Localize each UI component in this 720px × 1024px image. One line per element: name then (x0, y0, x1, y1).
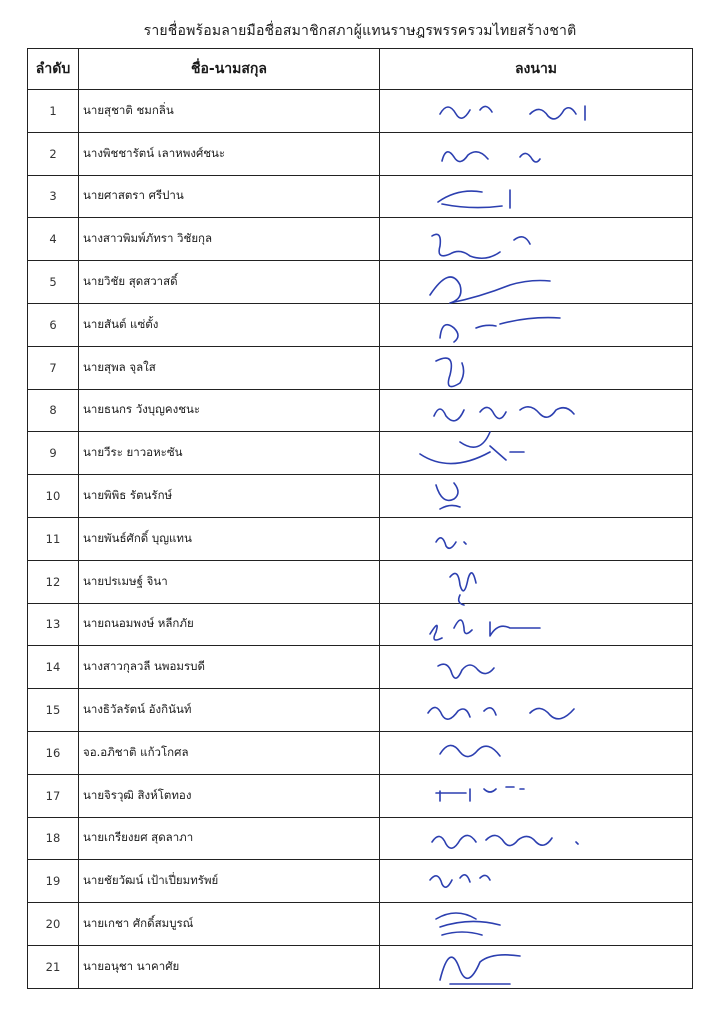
signature-stroke (436, 913, 500, 935)
member-name: นางพิชชารัตน์ เลาหพงศ์ชนะ (79, 132, 380, 175)
member-name: นายสุชาติ ชมกลิ่น (79, 90, 380, 133)
row-number: 16 (28, 731, 79, 774)
row-number: 13 (28, 603, 79, 646)
signature-stroke (440, 318, 560, 342)
row-number: 20 (28, 903, 79, 946)
member-name: นายสันต์ แซ่ตั้ง (79, 303, 380, 346)
page-title: รายชื่อพร้อมลายมือชื่อสมาชิกสภาผู้แทนราษฎรพรรครวมไทยสร้างชาติ (143, 23, 577, 39)
header-no: ลำดับ (28, 49, 79, 90)
signature-stroke (438, 665, 494, 679)
signature-stroke (436, 358, 464, 387)
signature-stroke (442, 152, 540, 162)
signature-cell (380, 945, 693, 988)
signature-stroke (440, 955, 520, 984)
member-name: นายจิรวุฒิ สิงห์โตทอง (79, 774, 380, 817)
signature-stroke (438, 190, 510, 208)
row-number: 10 (28, 475, 79, 518)
member-name: นายถนอมพงษ์ หลีกภัย (79, 603, 380, 646)
member-name: นายสุพล จุลใส (79, 346, 380, 389)
header-name: ชื่อ-นามสกุล (79, 49, 380, 90)
row-number: 4 (28, 218, 79, 261)
row-number: 9 (28, 432, 79, 475)
member-name: นายพันธ์ศักดิ์ บุญแทน (79, 517, 380, 560)
member-name: นางสาวพิมพ์ภัทรา วิชัยกุล (79, 218, 380, 261)
member-name: นายศาสตรา ศรีปาน (79, 175, 380, 218)
header-signature: ลงนาม (380, 49, 693, 90)
signature-stroke (420, 432, 524, 464)
row-number: 2 (28, 132, 79, 175)
row-number: 7 (28, 346, 79, 389)
member-name: นางธิวัลรัตน์ อังกินันท์ (79, 689, 380, 732)
row-number: 21 (28, 945, 79, 988)
signature-stroke (440, 745, 500, 756)
member-name: นายเกรียงยศ สุดลาภา (79, 817, 380, 860)
member-name: นายปรเมษฐ์ จินา (79, 560, 380, 603)
row-number: 1 (28, 90, 79, 133)
signature-stroke (436, 787, 524, 801)
signature-stroke (434, 406, 574, 420)
row-number: 6 (28, 303, 79, 346)
member-name: นางสาวกุลวลี นพอมรบดี (79, 646, 380, 689)
handwritten-signature (380, 940, 693, 996)
member-name: นายธนกร วังบุญคงชนะ (79, 389, 380, 432)
row-number: 15 (28, 689, 79, 732)
member-name: นายพิพิธ รัตนรักษ์ (79, 475, 380, 518)
signature-table (27, 48, 693, 989)
member-name: นายวิชัย สุดสวาสดิ์ (79, 261, 380, 304)
row-number: 14 (28, 646, 79, 689)
row-number: 11 (28, 517, 79, 560)
row-number: 12 (28, 560, 79, 603)
signature-stroke (432, 835, 578, 848)
member-name: นายชัยวัฒน์ เป้าเปี่ยมทรัพย์ (79, 860, 380, 903)
row-number: 3 (28, 175, 79, 218)
row-number: 18 (28, 817, 79, 860)
signature-stroke (436, 483, 460, 509)
row-number: 5 (28, 261, 79, 304)
member-name: นายวีระ ยาวอหะซัน (79, 432, 380, 475)
signature-stroke (428, 708, 574, 720)
signature-stroke (440, 106, 585, 120)
table-row (28, 945, 693, 988)
member-name: นายอนุชา นาคาศัย (79, 945, 380, 988)
signature-stroke (430, 620, 540, 640)
signature-stroke (436, 538, 466, 548)
signature-stroke (430, 875, 490, 887)
row-number: 8 (28, 389, 79, 432)
row-number: 17 (28, 774, 79, 817)
member-name: นายเกชา ศักดิ์สมบูรณ์ (79, 903, 380, 946)
member-name: จอ.อภิชาติ แก้วโกศล (79, 731, 380, 774)
row-number: 19 (28, 860, 79, 903)
